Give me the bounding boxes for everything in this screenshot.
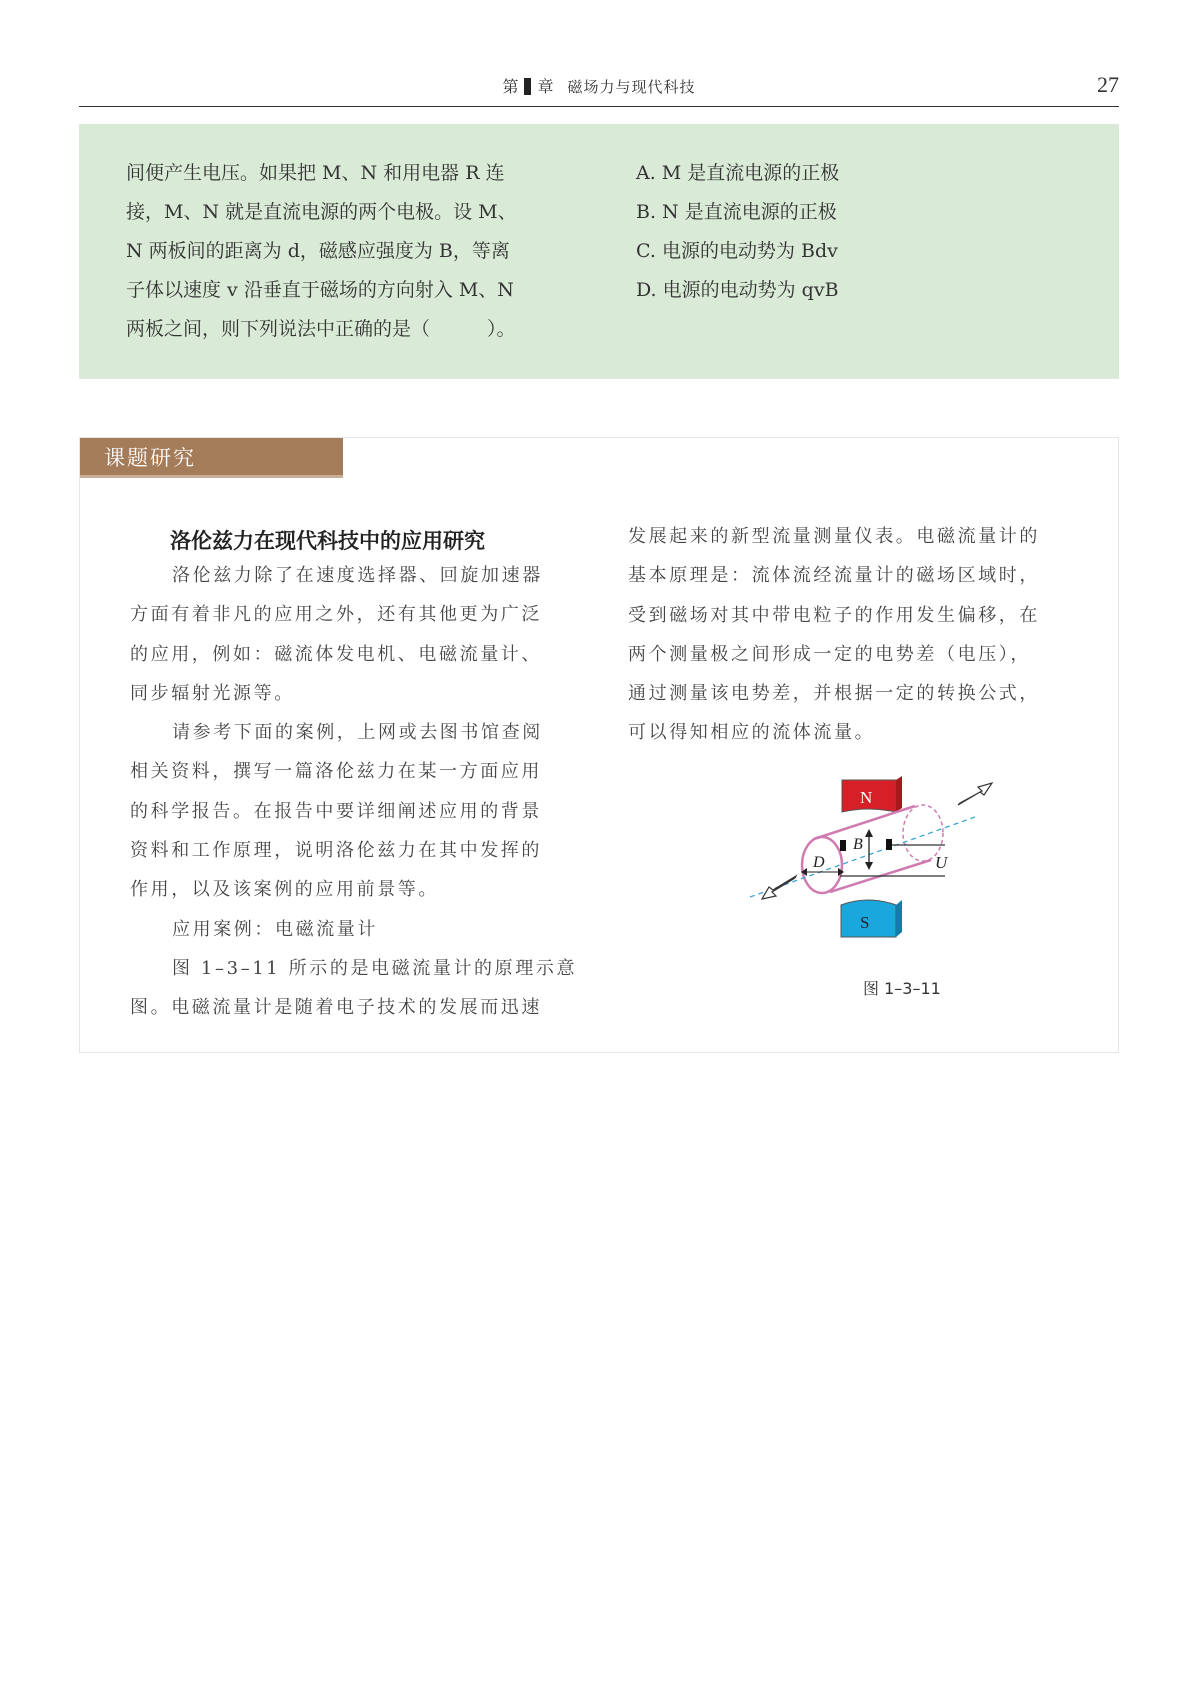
pipe <box>802 805 943 893</box>
research-section <box>79 437 1119 1053</box>
flow-out-arrow <box>762 876 796 899</box>
label-d: D <box>813 854 825 871</box>
option-a: A. M 是直流电源的正极 <box>636 162 840 184</box>
page-number: 27 <box>1097 72 1119 97</box>
text-line: 请参考下面的案例，上网或去图书馆查阅 <box>172 722 543 744</box>
text-line: 图。电磁流量计是随着电子技术的发展而迅速 <box>130 997 542 1019</box>
north-magnet <box>842 776 902 812</box>
electrode-top <box>840 840 846 851</box>
figure-caption: 图 1–3–11 <box>863 979 941 998</box>
left-column <box>130 556 578 1028</box>
option-d: D. 电源的电动势为 qvB <box>636 279 839 301</box>
text-line: 发展起来的新型流量测量仪表。电磁流量计的 <box>628 526 1040 547</box>
question-stem <box>126 154 566 349</box>
stem-line: 两板之间，则下列说法中正确的是（ ）。 <box>126 318 516 340</box>
text-line: 的科学报告。在报告中要详细阐述应用的背景 <box>130 800 542 822</box>
text-line: 同步辐射光源等。 <box>130 682 295 704</box>
chapter-number-bar <box>524 78 531 95</box>
text-line: 相关资料，撰写一篇洛伦兹力在某一方面应用 <box>130 761 542 783</box>
label-n: N <box>860 788 873 807</box>
label-b: B <box>853 836 863 853</box>
text-line: 通过测量该电势差，并根据一定的转换公式， <box>628 683 1040 705</box>
text-line: 两个测量极之间形成一定的电势差（电压）， <box>628 643 1031 665</box>
text-line: 方面有着非凡的应用之外，还有其他更为广泛 <box>130 604 542 626</box>
stem-line: 接，M、N 就是直流电源的两个电极。设 M、 <box>126 201 517 223</box>
chapter-heading <box>79 74 1119 97</box>
electrode-right <box>886 839 892 850</box>
text-line: 的应用，例如：磁流体发电机、电磁流量计、 <box>130 643 542 665</box>
chapter-prefix: 第 <box>502 77 519 96</box>
chapter-title: 磁场力与现代科技 <box>567 78 696 96</box>
text-line: 应用案例：电磁流量计 <box>172 918 378 940</box>
text-line: 资料和工作原理，说明洛伦兹力在其中发挥的 <box>130 840 542 862</box>
flowmeter-diagram <box>710 775 1010 995</box>
label-u: U <box>935 853 948 872</box>
research-title: 洛伦兹力在现代科技中的应用研究 <box>170 529 485 553</box>
text-line: 作用，以及该案例的应用前景等。 <box>130 879 439 901</box>
stem-line: 子体以速度 v 沿垂直于磁场的方向射入 M、N <box>126 279 514 301</box>
right-column <box>628 517 1068 753</box>
chapter-suffix: 章 <box>537 77 554 96</box>
flow-in-arrow <box>958 783 992 805</box>
text-line: 可以得知相应的流体流量。 <box>628 722 876 744</box>
text-line: 洛伦兹力除了在速度选择器、回旋加速器 <box>172 565 543 586</box>
stem-line: N 两板间的距离为 d，磁感应强度为 B，等离 <box>126 240 510 262</box>
option-c: C. 电源的电动势为 Bdv <box>636 240 838 262</box>
question-box <box>79 124 1119 379</box>
question-options <box>636 154 1036 310</box>
text-line: 基本原理是：流体流经流量计的磁场区域时， <box>628 565 1040 587</box>
text-line: 受到磁场对其中带电粒子的作用发生偏移，在 <box>628 604 1040 626</box>
south-magnet <box>841 900 902 937</box>
page-header <box>79 72 1119 107</box>
label-s: S <box>860 913 870 932</box>
text-line: 图 1–3–11 所示的是电磁流量计的原理示意 <box>172 957 578 979</box>
stem-line: 间便产生电压。如果把 M、N 和用电器 R 连 <box>126 162 505 184</box>
section-tag: 课题研究 <box>80 438 343 478</box>
option-b: B. N 是直流电源的正极 <box>636 201 837 223</box>
